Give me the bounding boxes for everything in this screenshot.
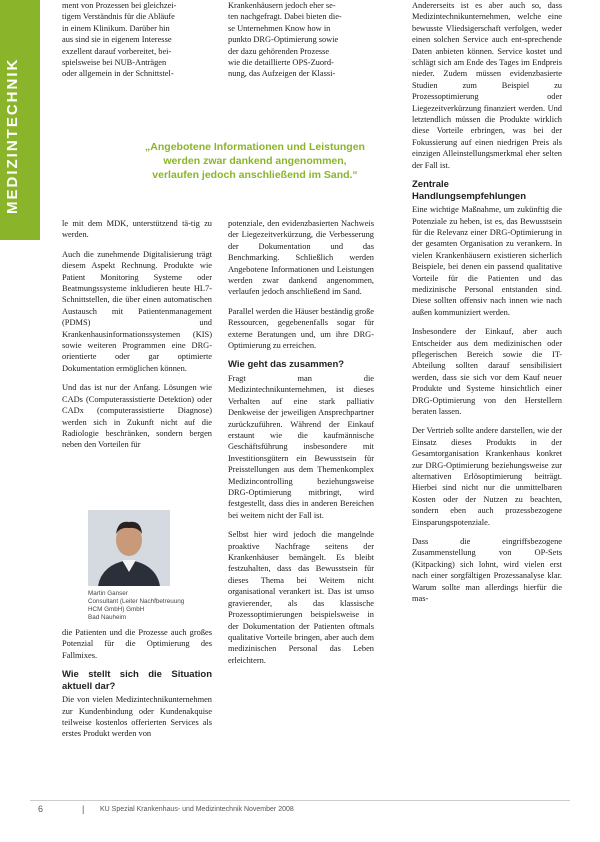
caption-city: Bad Nauheim [88,614,127,621]
column-1 [62,218,212,459]
quote-line: verlaufen jedoch anschließend im Sand.“ [152,169,358,181]
text-line: punkto DRG-Optimierung sowie [228,35,339,45]
text-line: in einem Klinikum. Darüber hin [62,23,170,33]
column-2 [228,218,374,674]
page-footer [30,800,570,817]
paragraph: Parallel werden die Häuser beständig große Ressourcen, gegebenenfalls sogar für externe Beratungen und, um ihre DRG-Optimierung zu erreichen. [228,306,374,351]
paragraph: Und das ist nur der Anfang. Lösungen wie CADs (Computerassistierte Detektion) oder CADx (computerassistierte Diagnose) werden sich in Zukunft nicht auf die Radiologie beschränken, sondern bergen neben den Vorteilen für [62,383,212,450]
text-line: spielsweise bei NUB-Anträgen [62,58,167,68]
paragraph: Die von vielen Medizintechnikunternehmen zur Kundenbindung oder Kundenakquise teilweise kostenlos offerierten Services als erstes Produkt werden von [62,695,212,739]
paragraph: Der Vertrieb sollte andere darstellen, wie der Einsatz dieses Produkts in der Gesamtorganisation Krankenhaus konkret zur DRG-Optimierung beziehungsweise zur alternativen Erlösoptimierung beiträgt. Hierbei sind nicht nur die unmittelbaren Kosten oder der Nutzen zu beachten, sondern eben auch prozessbezogene Einsparungspotenziale. [412,426,562,527]
column-3 [412,0,562,613]
paragraph: die Patienten und die Prozesse auch großes Potenzial für die Optimierung des Fallmixes. [62,628,212,660]
page-number: 6 [38,804,44,814]
text-line: se Unternehmen Know how in [228,23,331,33]
paragraph: Andererseits ist es aber auch so, dass Medizintechnikunternehmen, welche eine bewusste Vliedsigerschaft verfolgen, weder einen solchen Service auch ent-sprechende Daten anbieten können. Service kostet und schlägt sich am Ende des Tages im Endpreis nieder. Zudem müssen evidenzbasierte Studien zum Beispiel zu Prozessoptimierung oder Liegezeitverkürzung finanziert werden. Und letztendlich müssen die Produkte wirklich diese Vorteile erbringen, was bei der Fokussierung auf einen niedrigen Preis als einzigen Alleinstellungsmerkmal eher selten der Fall ist. [412,1,562,170]
paragraph: Auch die zunehmende Digitalisierung trägt diesem Aspekt Rechnung. Produkte wie Patient Monitoring Systeme oder Beatmungssysteme inkludieren heute HL7-Schnittstellen, die über einen automatischen Austausch mit Patientenmanagement (PDMS) und Krankenhausinformationssystemen (KIS) sowie weiteren Programmen eine DRG-orientierte oder gar optimierte Dokumentation ermöglichen können. [62,249,212,373]
caption-role: Consultant (Leiter Nachfbetreuung [88,598,185,605]
text-line: oder allgemein in der Schnittstel- [62,69,174,79]
column-1-bottom [62,627,212,748]
footer-separator: | [82,804,85,814]
text-line: der dazu gehörenden Prozesse [228,46,330,56]
paragraph: Eine wichtige Maßnahme, um zukünftig die Potenziale zu heben, ist es, das Bewusstsein für die Relevanz einer DRG-Optimierung in der gesamten Organisation zu verankern. In vielen Krankenhäusern existieren sicherlich Beispiele, bei denen ein passend qualitative Vorteile für die Patienten und das medizinische Personal entstanden sind. Diese sollten offensiv nach innen wie nach außen kommuniziert werden. [412,205,562,317]
paragraph: le mit dem MDK, unterstützend tä-tig zu werden. [62,219,212,240]
section-sidebar [0,0,40,240]
section-heading: Wie stellt sich die Situation aktuell dar? [62,669,212,692]
text-line: nung, das Aufzeigen der Klassi- [228,69,336,79]
section-heading: Zentrale Handlungsempfehlungen [412,179,526,202]
quote-line: werden zwar dankend angenommen, [163,155,347,167]
column-2-top [228,0,374,80]
text-line: exzellent darauf vorbereitet, bei- [62,46,172,56]
column-1-top [62,0,212,80]
section-heading: Wie geht das zusammen? [228,359,345,371]
text-line: wie die detaillierte OPS-Zuord- [228,58,334,68]
text-line: Krankenhäusern jedoch eher se- [228,1,336,10]
paragraph: potenziale, den evidenzbasierten Nachweis der Liegezeitverkürzung, die Verbesserung der Dokumentation und das Benchmarking. Schließlich werden Angebotene Informationen und Leistungen werden zwar dankend angenommen, verlaufen jedoch anschließend im Sand. [228,219,374,297]
portrait-image [88,510,170,586]
text-line: tigem Verständnis für die Abläufe [62,12,175,22]
paragraph: Selbst hier wird jedoch die mangelnde proaktive Nachfrage seitens der Krankenhäuser bemängelt. Es bleibt festzuhalten, dass das Bewusstsein für dieses Thema bei Weitem nicht organisational verankert ist. Das ist umso gravierender, als das klassische Prozessoptimierungen beispielsweise in der Dokumentation der Patienten oftmals qualitative Vorteile bringen, aber auch dem medizinischen Personal das Leben erleichtern. [228,530,374,665]
pull-quote [120,140,390,182]
quote-line: „Angebotene Informationen und Leistungen [145,141,365,153]
caption-role: HCM GmbH) GmbH [88,606,145,613]
paragraph: Dass die eingriffsbezogene Zusammenstellung von OP-Sets (Kitpacking) sich lohnt, wird vielen erst nach einer sorgfältigen Prozessanalyse klar. Warum sollte man allerdings hierfür die mas- [412,537,562,604]
paragraph: Insbesondere der Einkauf, aber auch Entscheider aus dem medizinischen oder pflegerischen Bereich sowie die IT-Abteilung sollten darauf sensibilisiert werden, dass sie sich vor dem Kauf neuer Produkte und Systeme hinsichtlich einer DRG-Optimierung von den Herstellern beraten lassen. [412,327,562,416]
photo-caption [88,590,188,622]
text-line: aus sind sie in eigenem Interesse [62,35,172,45]
section-label: MEDIZINTECHNIK [4,57,21,215]
author-photo [88,510,170,586]
text-line: ment von Prozessen bei gleichzei- [62,1,177,10]
publication-line: KU Spezial Krankenhaus- und Medizintechnik November 2008 [100,806,294,813]
caption-name: Martin Ganser [88,590,128,597]
paragraph: Fragt man die Medizintechnikunternehmen, ist dieses Verhalten auf eine stark palliativ Denkweise der jeweiligen Ansprechpartner zurückzuführen. Während der Einkauf erstaunt wie die kaufmännische Geschäftsführung insbesondere mit Investitionsgütern ein Bewusstsein für Preisstellungen aus dem Themenkomplex Medizincontrolling beziehungsweise DRG-Optimierung mitbringt, wird festgestellt, dass dies in anderen Bereichen bei weitem nicht der Fall ist. [228,373,374,520]
text-line: ten nachgefragt. Dabei bieten die- [228,12,342,22]
